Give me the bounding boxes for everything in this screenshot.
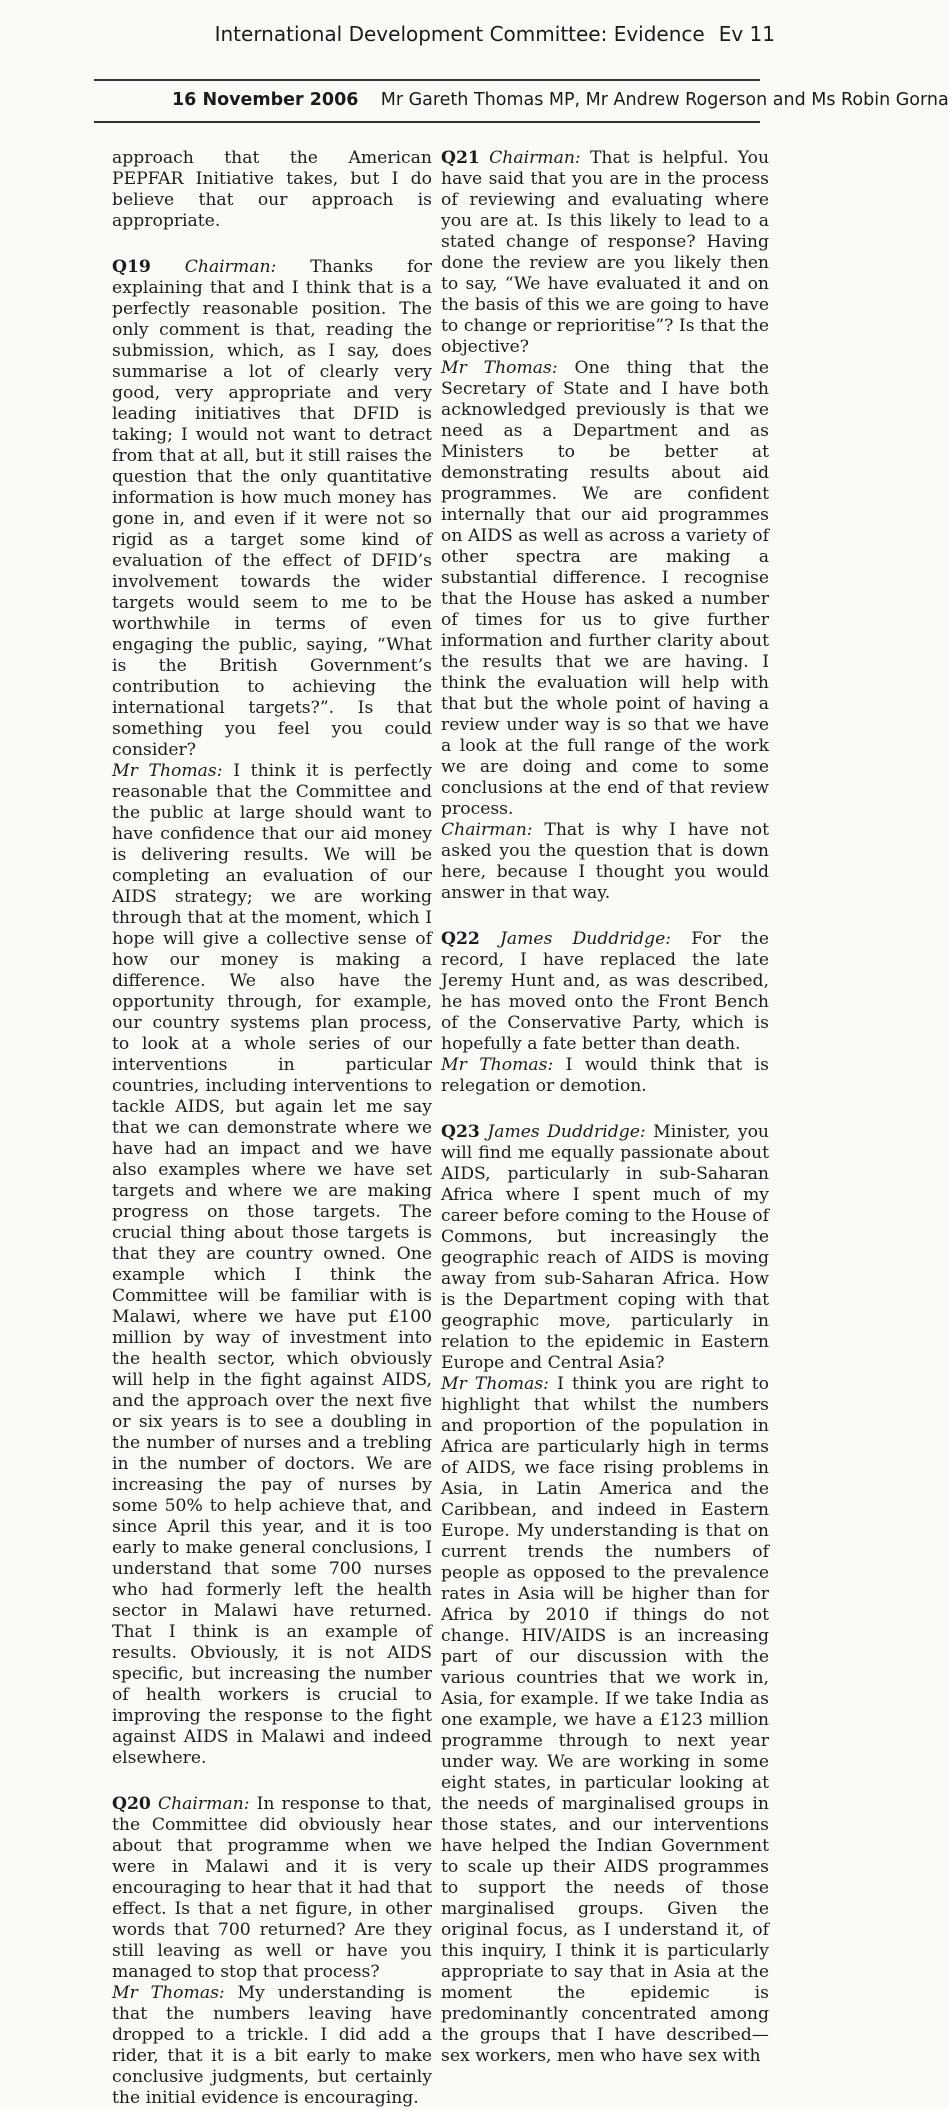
paragraph — [112, 1983, 432, 2109]
session-line — [172, 90, 949, 110]
header-rule-top — [94, 79, 760, 81]
question-number: Q20 — [112, 1794, 151, 1814]
paragraph-text: That is why I have not asked you the question that is down here, because I thought you would answer in that way. — [441, 820, 769, 903]
paragraph-text: In response to that, the Committee did obviously hear about that programme when we were in Malawi and it is very encouraging to hear that it had that effect. Is that a net figure, in other words that 700 returned? Are they still leaving as well or have you managed to stop that process? — [112, 1794, 433, 1982]
paragraph — [441, 1055, 769, 1097]
witness-names: Mr Gareth Thomas MP, Mr Andrew Rogerson and Ms Robin Gorna — [380, 90, 949, 110]
speaker: Chairman: — [157, 1794, 250, 1814]
paragraph-text: One thing that the Secretary of State and I have both acknowledged previously is that we need as a Department and as Ministers to be better at demonstrating results about aid programmes. We are confident internally that our aid programmes on AIDS as well as across a variety of other spectra are making a substantial difference. I recognise that the House has asked a number of times for us to give further information and further clarity about the results that we are having. I think the evaluation will help with that but the whole point of having a review under way is so that we have a look at the full range of the work we are doing and come to some conclusions at the end of that review process. — [441, 358, 769, 819]
speaker: Mr Thomas: — [112, 1983, 225, 2003]
paragraph-text: I think you are right to highlight that whilst the numbers and proportion of the population in Africa are particularly high in terms of AIDS, we face rising problems in Asia, in Latin America and the Caribbean, and indeed in Eastern Europe. My understanding is that on current trends the numbers of people as opposed to the prevalence rates in Asia will be higher than for Africa by 2010 if things do not change. HIV/AIDS is an increasing part of our discussion with the various countries that we work in, Asia, for example. If we take India as one example, we have a £123 million programme through to next year under way. We are working in some eight states, in particular looking at the needs of marginalised groups in those states, and our interventions have helped the Indian Government to scale up their AIDS programmes to support the needs of those marginalised groups. Given the original focus, as I understand it, of this inquiry, I think it is particularly appropriate to say that in Asia at the moment the epidemic is predominantly concentrated among the groups that I have described—sex workers, men who have sex with — [441, 1374, 769, 2066]
paragraph — [441, 929, 769, 1055]
speaker: Chairman: — [441, 820, 533, 840]
paragraph-text: Thanks for explaining that and I think that is a perfectly reasonable position. The only comment is that, reading the submission, which, as I say, does summarise a lot of clearly very good, very appropriate and very leading initiatives that DFID is taking; I would not want to detract from that at all, but it still raises the question that the only quantitative information is how much money has gone in, and even if it were not so rigid as a target some kind of evaluation of the effect of DFID’s involvement towards the wider targets would seem to me to be worthwhile in terms of even engaging the public, saying, “What is the British Government’s contribution to achieving the international targets?”. Is that something you feel you could consider? — [112, 257, 432, 760]
paragraph-text: Minister, you will find me equally passionate about AIDS, particularly in sub-Saharan Africa where I spent much of my career before coming to the House of Commons, but increasingly the geographic reach of AIDS is moving away from sub-Saharan Africa. How is the Department coping with that geographic move, particularly in relation to the epidemic in Eastern Europe and Central Asia? — [441, 1122, 769, 1373]
paragraph — [441, 148, 769, 358]
paragraph-text: approach that the American PEPFAR Initiative takes, but I do believe that our approach is appropriate. — [112, 148, 432, 231]
speaker: Mr Thomas: — [112, 761, 223, 781]
paragraph — [441, 1122, 769, 1374]
speaker: Mr Thomas: — [441, 1055, 554, 1075]
paragraph — [441, 358, 769, 820]
paragraph-text: My understanding is that the numbers leaving have dropped to a trickle. I did add a rider, that it is a bit early to make conclusive judgments, but certainly the initial evidence is encouraging. — [112, 1983, 432, 2108]
paragraph-text: I would think that is relegation or demotion. — [441, 1055, 769, 1096]
page-number: Ev 11 — [718, 22, 775, 46]
paragraph-text: I think it is perfectly reasonable that the Committee and the public at large should want to have confidence that our aid money is delivering results. We will be completing an evaluation of our AIDS strategy; we are working through that at the moment, which I hope will give a collective sense of how our money is making a difference. We also have the opportunity through, for example, our country systems plan process, to look at a whole series of our interventions in particular countries, including interventions to tackle AIDS, but again let me say that we can demonstrate where we have had an impact and we have also examples where we have set targets and where we are making progress on those targets. The crucial thing about those targets is that they are country owned. One example which I think the Committee will be familiar with is Malawi, where we have put £100 million by way of investment into the health sector, which obviously will help in the fight against AIDS, and the approach over the next five or six years is to see a doubling in the number of nurses and a trebling in the number of doctors. We are increasing the pay of nurses by some 50% to help achieve that, and since April this year, and it is too early to make general conclusions, I understand that some 700 nurses who had formerly left the health sector in Malawi have returned. That I think is an example of results. Obviously, it is not AIDS specific, but increasing the number of health workers is crucial to improving the response to the fight against AIDS in Malawi and indeed elsewhere. — [112, 761, 432, 1768]
left-column — [112, 148, 432, 2109]
paragraph — [112, 148, 432, 232]
question-number: Q19 — [112, 257, 151, 277]
paragraph — [112, 1794, 432, 1983]
speaker: James Duddridge: — [500, 929, 672, 949]
session-date: 16 November 2006 — [172, 90, 359, 110]
paragraph — [112, 257, 432, 761]
right-column — [441, 148, 769, 2067]
paragraph — [112, 761, 432, 1769]
paragraph — [441, 820, 769, 904]
paragraph — [441, 1374, 769, 2067]
speaker: Mr Thomas: — [441, 1374, 549, 1394]
question-number: Q23 — [441, 1122, 480, 1142]
speaker: Chairman: — [184, 257, 277, 277]
paragraph-text: That is helpful. You have said that you are in the process of reviewing and evaluating where you are at. Is this likely to lead to a stated change of response? Having done the review are you likely then to say, “We have evaluated it and on the basis of this we are going to have to change or reprioritise”? Is that the objective? — [441, 148, 770, 357]
speaker: Mr Thomas: — [441, 358, 558, 378]
header-rule-bottom — [94, 121, 760, 123]
question-number: Q21 — [441, 148, 480, 168]
speaker: James Duddridge: — [487, 1122, 646, 1142]
paragraph-text: For the record, I have replaced the late Jeremy Hunt and, as was described, he has moved onto the Front Bench of the Conservative Party, which is hopefully a fate better than death. — [441, 929, 769, 1054]
running-header — [215, 22, 775, 46]
speaker: Chairman: — [489, 148, 581, 168]
question-number: Q22 — [441, 929, 480, 949]
header-title: International Development Committee: Evidence — [214, 22, 705, 46]
